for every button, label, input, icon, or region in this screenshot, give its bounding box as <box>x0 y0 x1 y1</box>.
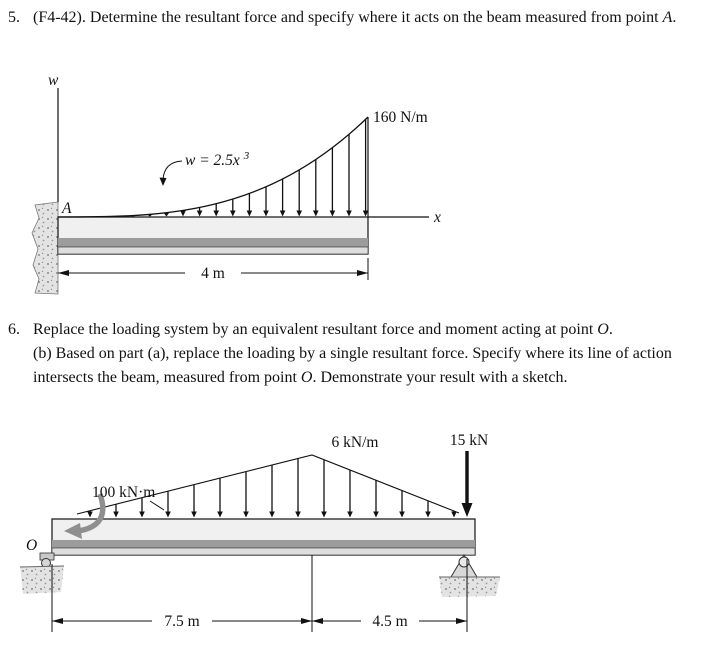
load-arrow-head <box>347 512 353 518</box>
load-arrow-head <box>243 512 249 518</box>
w-axis-label: w <box>48 72 59 89</box>
load-6knm-label: 6 kN/m <box>331 434 379 451</box>
dimension-lines <box>52 555 467 632</box>
load-equation-label <box>185 150 250 169</box>
span-4p5m-label: 4.5 m <box>372 613 408 630</box>
load-equation-base: w = 2.5x <box>185 152 240 169</box>
ground-right <box>439 577 500 597</box>
x-axis-label: x <box>434 209 441 226</box>
beam-bottom-strip <box>52 548 475 555</box>
beam-dark-band <box>52 540 475 548</box>
load-equation-leader <box>163 161 182 180</box>
problem-5-text-end: . <box>672 9 677 26</box>
load-arrow-head <box>346 211 352 217</box>
dim-arrow-right <box>357 270 368 276</box>
beam <box>52 519 475 555</box>
load-arrow-head <box>213 211 219 217</box>
beam-dark-band <box>58 238 368 247</box>
problem-6-text <box>33 318 697 390</box>
load-arrow-head <box>313 211 319 217</box>
roller-support <box>439 555 500 597</box>
problem-6-number: 6. <box>8 321 20 338</box>
span-4m-label: 4 m <box>201 265 225 282</box>
load-arrow-head <box>399 512 405 518</box>
dim-arrow <box>312 618 323 624</box>
load-arrow-head <box>180 211 186 217</box>
load-equation-exponent: 3 <box>243 150 250 162</box>
problem-6-point-o-ref-b: O <box>300 369 313 386</box>
force-15kn-arrow <box>462 451 473 517</box>
load-arrow-head <box>451 512 457 518</box>
load-arrow-head <box>263 211 269 217</box>
load-arrow-head <box>330 211 336 217</box>
pin-support-o <box>20 553 64 594</box>
point-o-label: O <box>26 537 38 554</box>
load-arrow-head <box>373 512 379 518</box>
problem-6-part-a: Replace the loading system by an equivalent resultant force and moment acting at point <box>33 321 598 338</box>
moment-100knm-label: 100 kN·m <box>92 484 156 501</box>
load-arrow-head <box>147 214 153 216</box>
problem-6-part-a-end: . <box>608 321 613 338</box>
problem-5-point-a-ref: A <box>662 9 673 26</box>
load-arrow-head <box>113 512 119 518</box>
problem-5-text-part: (F4-42). Determine the resultant force and specify where it acts on the beam measured from point <box>33 9 663 26</box>
load-arrow-head <box>230 211 236 217</box>
dim-arrow-left <box>58 270 69 276</box>
load-arrow-head <box>197 211 203 217</box>
load-arrow-head <box>191 512 197 518</box>
beam <box>58 217 368 254</box>
load-arrow-head <box>165 512 171 518</box>
problem-6-part-b-end: . Demonstrate your result with a sketch. <box>312 369 568 386</box>
dimension-4m <box>58 258 368 282</box>
problem-6-part-b: (b) Based on part (a), replace the loading by a single resultant force. Specify where its line of action intersects the beam, measured from point <box>33 345 672 386</box>
load-arrow-head <box>164 213 170 217</box>
peak-intensity-label: 160 N/m <box>373 109 428 126</box>
load-arrow-head <box>139 512 145 518</box>
load-arrow-head <box>425 512 431 518</box>
problem-5-figure <box>28 72 448 304</box>
problem-5-number: 5. <box>8 9 20 26</box>
load-equation-leader-arrow <box>160 178 167 187</box>
force-arrow-head <box>462 503 473 517</box>
force-15kn-label: 15 kN <box>449 432 489 449</box>
load-arrow-head <box>87 512 93 518</box>
problem-6-statement <box>8 318 697 390</box>
problem-6-point-o-ref-a: O <box>597 321 609 338</box>
dim-arrow <box>301 618 312 624</box>
ground-left <box>20 566 64 594</box>
beam-bottom-strip <box>58 247 368 254</box>
load-arrow-head <box>247 211 253 217</box>
load-arrow-head <box>269 512 275 518</box>
moment-label-leader <box>150 501 164 510</box>
load-arrow-head <box>295 512 301 518</box>
problem-5-statement <box>8 6 697 30</box>
dim-arrow <box>456 618 467 624</box>
span-7p5m-label: 7.5 m <box>164 613 200 630</box>
dim-arrow <box>52 618 63 624</box>
problem-5-text <box>33 6 697 30</box>
load-arrow-head <box>296 211 302 217</box>
wall-support <box>32 202 58 294</box>
point-a-label: A <box>62 200 72 217</box>
load-arrow-head <box>321 512 327 518</box>
problem-6-figure <box>12 424 512 646</box>
load-arrow-head <box>280 211 286 217</box>
load-arrow-head <box>217 512 223 518</box>
